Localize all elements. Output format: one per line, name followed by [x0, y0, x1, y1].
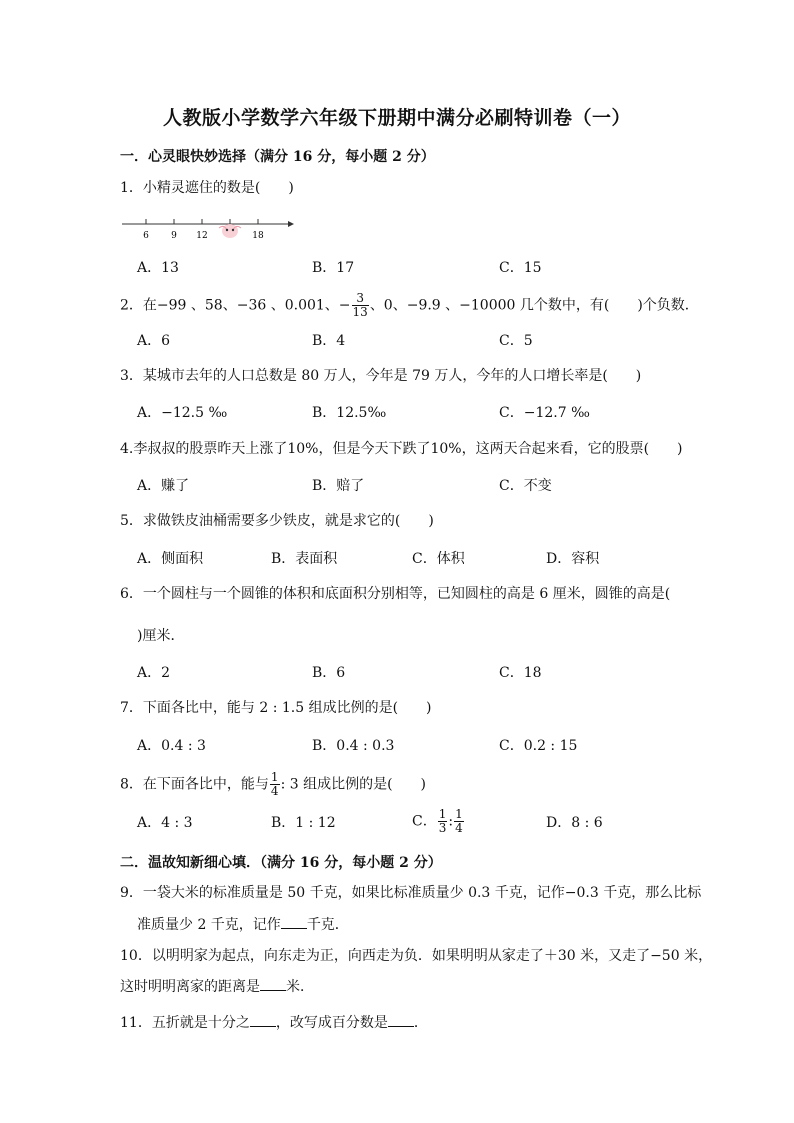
- q6-option-a[interactable]: A．2: [137, 665, 171, 681]
- section-heading-choice: 一．心灵眼快妙选择（满分 16 分，每小题 2 分）: [120, 149, 435, 165]
- fraction-denominator: 13: [352, 305, 368, 319]
- fraction-1-4: [270, 771, 280, 798]
- tick-label: 12: [196, 231, 208, 241]
- q8-option-c[interactable]: [412, 808, 465, 835]
- question-2: [120, 292, 699, 319]
- q1-option-a[interactable]: A．13: [137, 260, 179, 276]
- q2-option-c[interactable]: C．5: [499, 333, 533, 349]
- q2-text-part-1: 2．在−99 、58、−36 、0.001、−: [120, 297, 351, 314]
- answer-blank[interactable]: [260, 976, 286, 991]
- fraction-3-13: [352, 292, 369, 319]
- q4-option-a[interactable]: A．赚了: [137, 478, 190, 494]
- question-6-line-2: )厘米．: [137, 628, 185, 644]
- question-10-line-1: 10．以明明家为起点，向东走为正，向西走为负．如果明明从家走了＋30 米，又走了−50 米，: [120, 948, 713, 964]
- page-title: 人教版小学数学六年级下册期中满分必刷特训卷（一）: [162, 107, 631, 129]
- answer-blank[interactable]: [388, 1012, 414, 1027]
- q9-text: 准质量少 2 千克，记作: [137, 917, 281, 933]
- question-8: [120, 771, 426, 798]
- q6-option-b[interactable]: B．6: [312, 665, 346, 681]
- q3-option-a[interactable]: A．−12.5 ‰: [137, 405, 228, 421]
- q5-option-c[interactable]: C．体积: [412, 551, 465, 567]
- section-heading-fill: 二．温故知新细心填．（满分 16 分，每小题 2 分）: [120, 855, 442, 871]
- q8-option-a[interactable]: A．4 : 3: [137, 815, 193, 831]
- answer-blank[interactable]: [281, 914, 307, 929]
- q7-option-a[interactable]: A．0.4 : 3: [137, 738, 206, 754]
- q11-text-3: ．: [413, 1015, 428, 1031]
- elf-icon: [219, 224, 241, 238]
- question-1: 1．小精灵遮住的数是( ): [120, 180, 294, 196]
- q2-option-b[interactable]: B．4: [312, 333, 346, 349]
- q4-option-c[interactable]: C．不变: [499, 478, 552, 494]
- question-3: 3．某城市去年的人口总数是 80 万人，今年是 79 万人，今年的人口增长率是( ): [120, 368, 642, 384]
- question-7: 7．下面各比中，能与 2 : 1.5 组成比例的是( ): [120, 700, 432, 716]
- q11-text-1: 11．五折就是十分之: [120, 1015, 250, 1031]
- q2-text-part-2: 、0、−9.9 、−10000 几个数中，有( )个负数．: [369, 297, 699, 314]
- q9-unit: 千克．: [306, 917, 349, 933]
- q5-option-a[interactable]: A．侧面积: [137, 551, 204, 567]
- q5-option-b[interactable]: B．表面积: [271, 551, 338, 567]
- q6-option-c[interactable]: C．18: [499, 665, 542, 681]
- question-9-line-1: 9．一袋大米的标准质量是 50 千克，如果比标准质量少 0.3 千克，记作−0.3 千克，那么比标: [120, 885, 702, 901]
- q4-option-b[interactable]: B．赔了: [312, 478, 365, 494]
- tick-label: 6: [143, 231, 149, 241]
- question-10-line-2: [120, 976, 314, 997]
- question-4: 4.李叔叔的股票昨天上涨了10%，但是今天下跌了10%，这两天合起来看，它的股票( ): [120, 441, 683, 457]
- q1-option-c[interactable]: C．15: [499, 260, 542, 276]
- fraction-denominator: 4: [270, 784, 279, 798]
- question-5: 5．求做铁皮油桶需要多少铁皮，就是求它的( ): [120, 513, 434, 529]
- question-6-line-1: 6．一个圆柱与一个圆锥的体积和底面积分别相等，已知圆柱的高是 6 厘米，圆锥的高是(: [120, 586, 671, 602]
- number-line-figure: [120, 214, 295, 242]
- q1-option-b[interactable]: B．17: [312, 260, 355, 276]
- q8-option-d[interactable]: D．8 : 6: [546, 815, 603, 831]
- answer-blank[interactable]: [250, 1012, 276, 1027]
- q8-option-c-label: C．: [412, 813, 437, 830]
- q5-option-d[interactable]: D．容积: [546, 551, 600, 567]
- q7-option-c[interactable]: C．0.2 : 15: [499, 738, 578, 754]
- q8-text-part-1: 8．在下面各比中，能与: [120, 776, 269, 793]
- q10-text: 这时明明离家的距离是: [120, 979, 260, 995]
- q11-text-2: ，改写成百分数是: [275, 1015, 388, 1031]
- fraction-numerator: 1: [270, 770, 279, 784]
- fraction-numerator: 3: [352, 292, 369, 306]
- fraction-1-3: $\frac{1}{3}$: [438, 807, 447, 835]
- q8-text-part-2: : 3 组成比例的是( ): [280, 776, 427, 793]
- q10-unit: 米．: [286, 979, 314, 995]
- q3-option-c[interactable]: C．−12.7 ‰: [499, 405, 590, 421]
- tick-label: 9: [171, 231, 177, 241]
- q3-option-b[interactable]: B．12.5‰: [312, 405, 387, 421]
- question-9-line-2: [137, 914, 349, 935]
- tick-label: 18: [252, 231, 264, 241]
- q8-option-b[interactable]: B．1 : 12: [271, 815, 336, 831]
- q7-option-b[interactable]: B．0.4 : 0.3: [312, 738, 395, 754]
- fraction-1-4: $\frac{1}{4}$: [455, 807, 463, 835]
- question-11: [120, 1012, 428, 1033]
- q2-option-a[interactable]: A．6: [137, 333, 171, 349]
- ratio-colon: :: [448, 813, 454, 830]
